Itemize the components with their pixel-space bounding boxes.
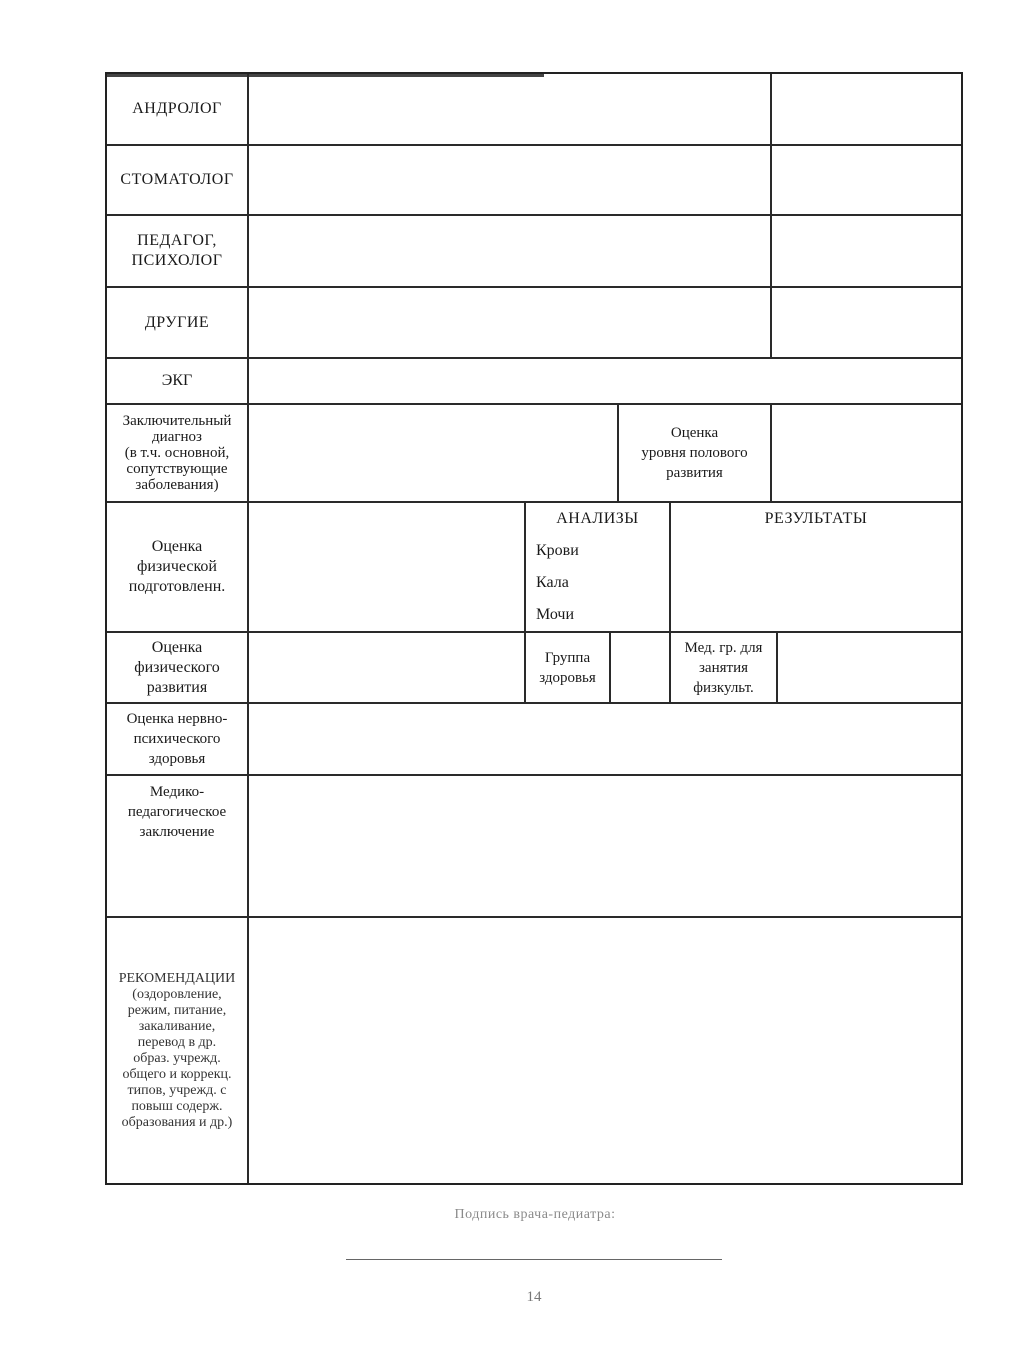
field-dentist[interactable] <box>249 146 770 214</box>
field-teacher-psychologist-extra[interactable] <box>772 216 961 286</box>
signature-label: Подпись врача-педиатра: <box>454 1207 616 1222</box>
field-teacher-psychologist[interactable] <box>249 216 770 286</box>
label-neuro-psych-health: Оценка нервно- психического здоровья <box>126 711 228 767</box>
field-physical-development[interactable] <box>249 633 524 702</box>
results-header: РЕЗУЛЬТАТЫ <box>764 509 868 527</box>
label-pe-med-group: Мед. гр. для занятия физкульт. <box>684 639 763 696</box>
field-pe-med-group[interactable] <box>778 633 961 702</box>
analyses-header: АНАЛИЗЫ <box>556 509 639 527</box>
label-teacher-psychologist: ПЕДАГОГ, ПСИХОЛОГ <box>131 232 223 269</box>
field-result-stool[interactable] <box>671 568 961 598</box>
analysis-urine: Мочи <box>536 606 575 623</box>
field-final-diagnosis[interactable] <box>249 405 617 501</box>
label-andrologist: АНДРОЛОГ <box>132 100 222 117</box>
label-dentist: СТОМАТОЛОГ <box>120 171 234 188</box>
field-recommendations[interactable] <box>249 918 961 1183</box>
label-med-ped-conclusion: Медико- педагогическое заключение <box>127 784 227 840</box>
medical-exam-form <box>105 72 963 1185</box>
field-dentist-extra[interactable] <box>772 146 961 214</box>
field-sexual-development[interactable] <box>772 405 961 501</box>
label-sexual-development: Оценка уровня полового развития <box>641 425 748 481</box>
label-others: ДРУГИЕ <box>144 313 210 331</box>
label-final-diagnosis: Заключительный диагноз (в т.ч. основной, сопутствующие заболевания) <box>122 413 232 493</box>
field-neuro-psych-health[interactable] <box>249 704 961 774</box>
analysis-stool: Кала <box>536 574 569 591</box>
field-ecg[interactable] <box>249 359 961 403</box>
label-health-group: Группа здоровья <box>539 649 596 686</box>
field-result-urine[interactable] <box>671 599 961 631</box>
field-andrologist[interactable] <box>249 74 770 144</box>
field-andrologist-extra[interactable] <box>772 74 961 144</box>
signature-line[interactable] <box>346 1259 722 1260</box>
label-recommendations: РЕКОМЕНДАЦИИ (оздоровление, режим, питание, закаливание, перевод в др. образ. учрежд. общего и коррекц. типов, учрежд. с повыш содерж. образования и др.) <box>118 970 236 1130</box>
label-physical-fitness: Оценка физической подготовленн. <box>128 538 226 595</box>
analysis-blood: Крови <box>536 542 579 559</box>
label-ecg: ЭКГ <box>161 372 193 389</box>
field-others[interactable] <box>249 288 770 357</box>
field-physical-fitness[interactable] <box>249 503 524 631</box>
field-med-ped-conclusion[interactable] <box>249 776 961 916</box>
label-physical-development: Оценка физического развития <box>134 638 220 696</box>
field-others-extra[interactable] <box>772 288 961 357</box>
field-result-blood[interactable] <box>671 535 961 567</box>
page-number: 14 <box>526 1289 542 1305</box>
field-health-group[interactable] <box>611 633 669 702</box>
